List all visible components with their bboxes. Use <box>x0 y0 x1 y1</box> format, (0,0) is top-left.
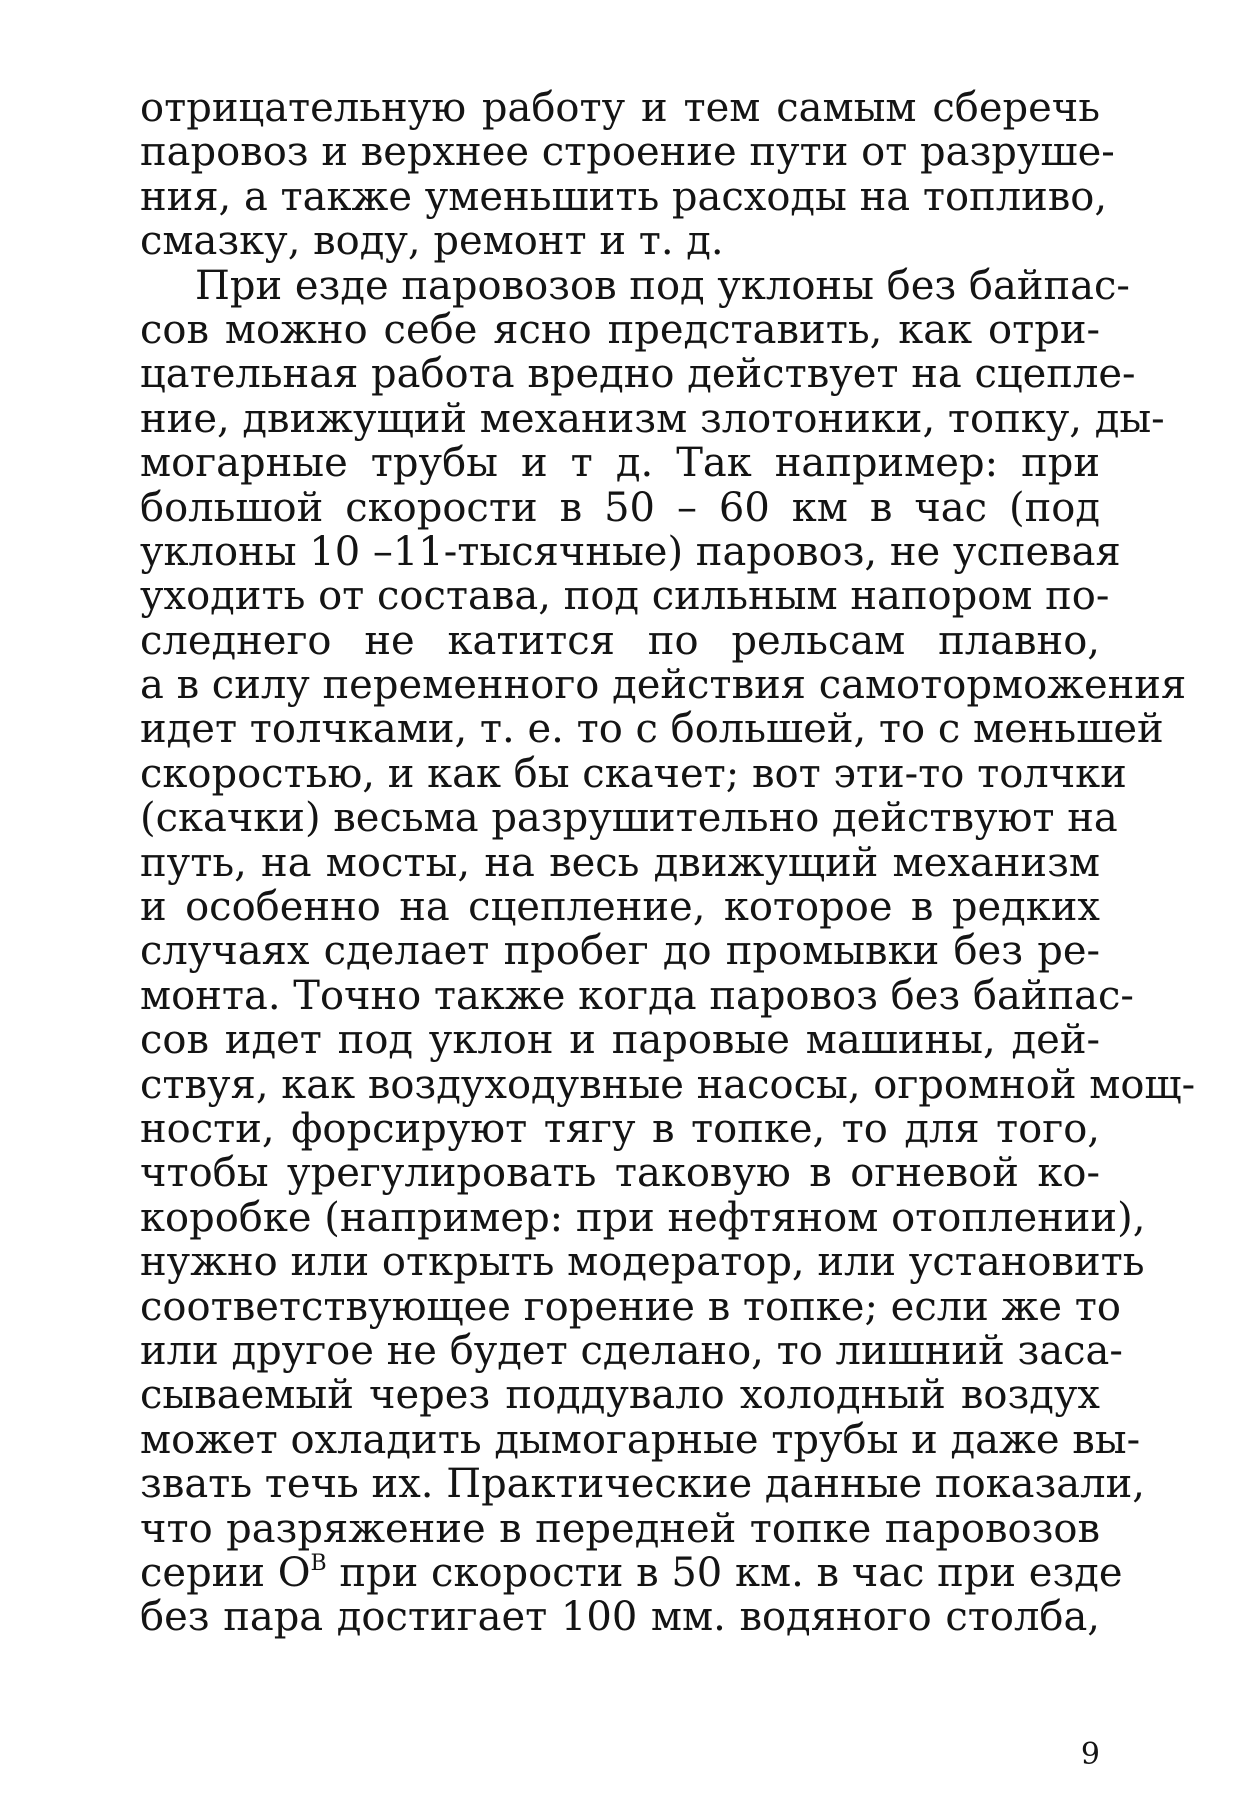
text-line: звать течь их. Практические данные показали, <box>140 1461 1145 1508</box>
text-line: уходить от состава, под сильным напором по- <box>140 573 1110 620</box>
text-line: что разряжение в передней топке паровозов <box>140 1505 1100 1552</box>
text-line-series <box>140 1549 1123 1596</box>
text-line: могарные трубы и т д. Так например: при <box>140 440 1100 487</box>
text-line: сов идет под уклон и паровые машины, дей- <box>140 1017 1100 1064</box>
text-line: случаях сделает пробег до промывки без ре- <box>140 928 1100 975</box>
text-line: чтобы урегулировать таковую в огневой ко- <box>140 1150 1100 1197</box>
text-line: без пара достигает 100 мм. водяного столба, <box>140 1594 1100 1641</box>
series-text-after: при скорости в 50 км. в час при езде <box>326 1549 1123 1596</box>
text-line: коробке (например: при нефтяном отоплении), <box>140 1194 1146 1241</box>
text-line: ствуя, как воздуходувные насосы, огромной мощ- <box>140 1061 1196 1108</box>
text-line: или другое не будет сделано, то лишний заса- <box>140 1327 1123 1374</box>
text-line: скоростью, и как бы скачет; вот эти-то толчки <box>140 750 1127 797</box>
text-line: цательная работа вредно действует на сцепле- <box>140 351 1136 398</box>
text-line: идет толчками, т. е. то с большей, то с меньшей <box>140 706 1164 753</box>
text-line: путь, на мосты, на весь движущий механизм <box>140 839 1100 886</box>
paragraph-1 <box>140 85 1115 265</box>
text-line: нужно или открыть модератор, или установить <box>140 1239 1145 1286</box>
text-line: ния, а также уменьшить расходы на топливо, <box>140 173 1108 220</box>
text-line: и особенно на сцепление, которое в редких <box>140 884 1100 931</box>
text-line: следнего не катится по рельсам плавно, <box>140 617 1100 664</box>
text-line: отрицательную работу и тем самым сберечь <box>140 85 1100 131</box>
text-line: соответствующее горение в топке; если же то <box>140 1283 1121 1330</box>
series-superscript: В <box>310 1550 327 1576</box>
series-text-before: серии О <box>140 1549 311 1596</box>
text-line: При езде паровозов под уклоны без байпас- <box>195 262 1130 309</box>
text-line: смазку, воду, ремонт и т. д. <box>140 218 724 265</box>
text-line: уклоны 10 –11-тысячные) паровоз, не успевая <box>140 528 1121 575</box>
text-line: большой скорости в 50 – 60 км в час (под <box>140 484 1100 531</box>
text-line: ности, форсируют тягу в топке, то для того, <box>140 1105 1100 1152</box>
body-text <box>140 85 1196 1641</box>
text-line: сов можно себе ясно представить, как отри- <box>140 306 1100 353</box>
paragraph-2 <box>140 262 1196 1641</box>
text-line: паровоз и верхнее строение пути от разруше- <box>140 129 1115 176</box>
page-number: 9 <box>1080 1737 1100 1772</box>
text-line: может охладить дымогарные трубы и даже вы- <box>140 1416 1141 1463</box>
text-line: сываемый через поддувало холодный воздух <box>140 1372 1100 1419</box>
text-line: а в силу переменного действия самоторможения <box>140 662 1187 709</box>
text-line: ние, движущий механизм злотоники, топку, ды- <box>140 395 1165 442</box>
text-line: монта. Точно также когда паровоз без байпас- <box>140 972 1134 1019</box>
text-line: (скачки) весьма разрушительно действуют на <box>140 795 1118 842</box>
